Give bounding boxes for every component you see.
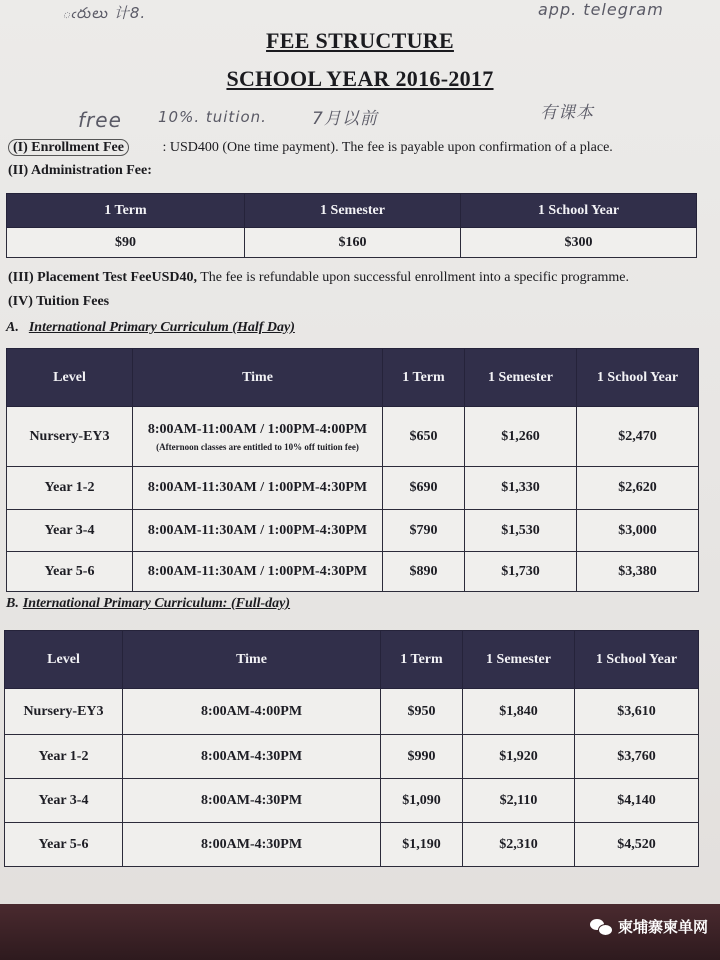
time-cell: 8:00AM-4:30PM — [123, 779, 381, 823]
table-row — [7, 510, 699, 552]
section-title: International Primary Curriculum: (Full-day) — [22, 596, 291, 611]
handwritten-note-free: free — [78, 108, 122, 132]
handwritten-note-top-left: ఁరులు 计8. — [62, 4, 147, 22]
administration-fee-table — [6, 193, 697, 258]
column-header-term: 1 Term — [383, 349, 465, 407]
term-cell: $990 — [381, 735, 463, 779]
table-row — [5, 779, 699, 823]
school-year-cell: $3,380 — [577, 552, 699, 592]
fee-value: $300 — [461, 228, 697, 258]
semester-cell: $1,730 — [465, 552, 577, 592]
table-row — [5, 689, 699, 735]
term-cell: $890 — [383, 552, 465, 592]
column-header-time: Time — [123, 631, 381, 689]
table-row — [5, 823, 699, 867]
placement-test-fee-line — [8, 270, 629, 286]
handwritten-note-textbook: 有课本 — [540, 103, 594, 123]
term-cell: $650 — [383, 407, 465, 467]
placement-test-fee-amount: USD40, — [151, 270, 197, 285]
column-header-semester: 1 Semester — [465, 349, 577, 407]
level-cell: Year 5-6 — [7, 552, 133, 592]
column-header-school-year: 1 School Year — [575, 631, 699, 689]
column-header-time: Time — [133, 349, 383, 407]
tuition-fees-line — [8, 294, 109, 310]
time-cell: 8:00AM-4:00PM — [123, 689, 381, 735]
term-cell: $690 — [383, 467, 465, 510]
table-row — [7, 552, 699, 592]
half-day-section-heading — [6, 320, 295, 336]
column-header-level: Level — [7, 349, 133, 407]
level-cell: Year 3-4 — [5, 779, 123, 823]
semester-cell: $2,110 — [463, 779, 575, 823]
administration-fee-label: (II) Administration Fee: — [8, 163, 152, 178]
table-row — [7, 467, 699, 510]
table-header-row — [7, 349, 699, 407]
column-header: 1 Term — [7, 194, 245, 228]
handwritten-note-tuition: 10%. tuition. — [158, 108, 267, 126]
document-subtitle: SCHOOL YEAR 2016-2017 — [226, 66, 494, 91]
school-year-cell: $4,140 — [575, 779, 699, 823]
administration-fee-line — [8, 163, 152, 179]
table-header-row — [5, 631, 699, 689]
semester-cell: $1,530 — [465, 510, 577, 552]
semester-cell: $1,840 — [463, 689, 575, 735]
column-header: 1 Semester — [245, 194, 461, 228]
level-cell: Year 1-2 — [5, 735, 123, 779]
placement-test-fee-text: The fee is refundable upon successful enrollment into a specific programme. — [196, 270, 630, 285]
semester-cell: $1,920 — [463, 735, 575, 779]
column-header-school-year: 1 School Year — [577, 349, 699, 407]
placement-test-fee-label: (III) Placement Test Fee — [8, 270, 152, 285]
school-year-cell: $3,760 — [575, 735, 699, 779]
time-note: (Afternoon classes are entitled to 10% off tuition fee) — [156, 441, 359, 452]
term-cell: $1,090 — [381, 779, 463, 823]
enrollment-fee-text: : USD400 (One time payment). The fee is payable upon confirmation of a place. — [162, 140, 613, 155]
full-day-tuition-table — [4, 630, 699, 867]
table-row — [7, 228, 697, 258]
column-header: 1 School Year — [461, 194, 697, 228]
school-year-cell: $3,000 — [577, 510, 699, 552]
table-header-row — [7, 194, 697, 228]
time-cell — [133, 407, 383, 467]
level-cell: Year 1-2 — [7, 467, 133, 510]
level-cell: Nursery-EY3 — [7, 407, 133, 467]
school-year-cell: $2,470 — [577, 407, 699, 467]
school-year-cell: $2,620 — [577, 467, 699, 510]
semester-cell: $2,310 — [463, 823, 575, 867]
wechat-icon — [590, 917, 612, 937]
fee-value: $160 — [245, 228, 461, 258]
time-cell: 8:00AM-11:30AM / 1:00PM-4:30PM — [133, 510, 383, 552]
table-row — [7, 407, 699, 467]
handwritten-note-top-right: app. telegram — [538, 0, 664, 19]
watermark-text: 柬埔寨柬单网 — [617, 918, 708, 936]
watermark — [590, 916, 708, 937]
handwritten-note-before-july: 7月以前 — [312, 109, 378, 129]
time-cell: 8:00AM-4:30PM — [123, 823, 381, 867]
enrollment-fee-line — [8, 140, 613, 156]
section-letter: B. — [6, 596, 19, 611]
school-year-cell: $3,610 — [575, 689, 699, 735]
column-header-term: 1 Term — [381, 631, 463, 689]
enrollment-fee-label: (I) Enrollment Fee — [8, 139, 129, 156]
semester-cell: $1,260 — [465, 407, 577, 467]
table-row — [5, 735, 699, 779]
time-cell: 8:00AM-11:30AM / 1:00PM-4:30PM — [133, 467, 383, 510]
section-letter: A. — [6, 320, 19, 335]
full-day-section-heading — [6, 596, 290, 612]
level-cell: Year 5-6 — [5, 823, 123, 867]
semester-cell: $1,330 — [465, 467, 577, 510]
term-cell: $950 — [381, 689, 463, 735]
level-cell: Nursery-EY3 — [5, 689, 123, 735]
tuition-fees-label: (IV) Tuition Fees — [8, 294, 110, 309]
term-cell: $1,190 — [381, 823, 463, 867]
time-cell: 8:00AM-11:30AM / 1:00PM-4:30PM — [133, 552, 383, 592]
level-cell: Year 3-4 — [7, 510, 133, 552]
time-cell: 8:00AM-4:30PM — [123, 735, 381, 779]
half-day-tuition-table — [6, 348, 699, 592]
section-title: International Primary Curriculum (Half Day) — [28, 320, 295, 335]
time-text: 8:00AM-11:00AM / 1:00PM-4:00PM — [147, 421, 368, 437]
column-header-level: Level — [5, 631, 123, 689]
term-cell: $790 — [383, 510, 465, 552]
column-header-semester: 1 Semester — [463, 631, 575, 689]
school-year-cell: $4,520 — [575, 823, 699, 867]
fee-value: $90 — [7, 228, 245, 258]
document-title: FEE STRUCTURE — [266, 28, 454, 53]
